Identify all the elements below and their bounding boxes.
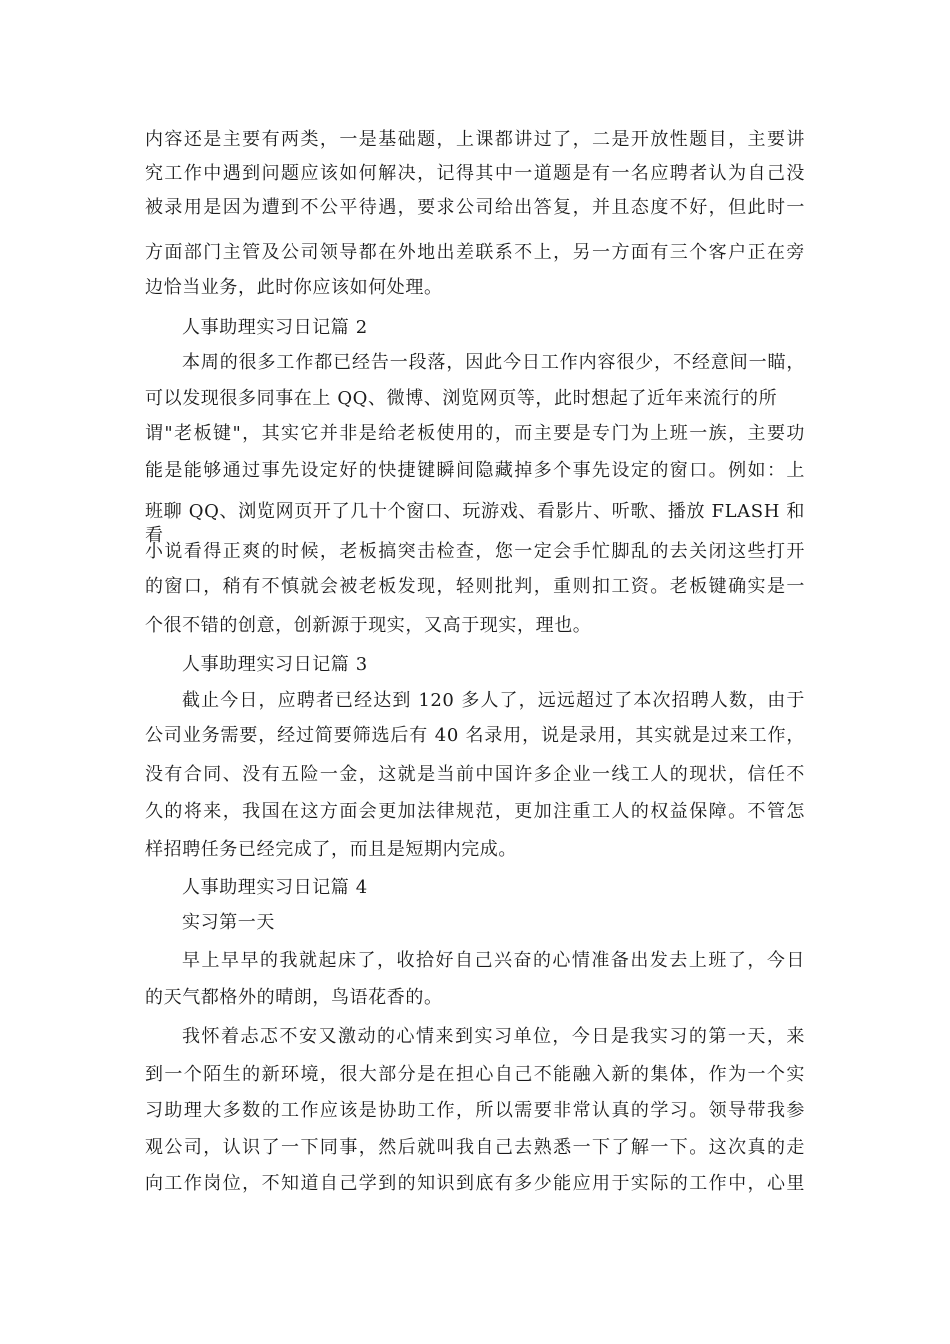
- paragraph-line: 久的将来，我国在这方面会更加法律规范，更加注重工人的权益保障。不管怎: [145, 801, 805, 822]
- section-heading: 人事助理实习日记篇 4: [182, 877, 368, 898]
- paragraph-line: 我怀着忐忑不安又激动的心情来到实习单位，今日是我实习的第一天，来: [182, 1026, 805, 1047]
- sub-heading: 实习第一天: [182, 912, 275, 933]
- paragraph-line: 可以发现很多同事在上 QQ、微博、浏览网页等，此时想起了近年来流行的所: [145, 388, 778, 409]
- paragraph-line: 谓"老板键"，其实它并非是给老板使用的，而主要是专门为上班一族，主要功: [145, 423, 805, 444]
- paragraph-line: 到一个陌生的新环境，很大部分是在担心自己不能融入新的集体，作为一个实: [145, 1064, 805, 1085]
- paragraph-line: 个很不错的创意，创新源于现实，又高于现实，理也。: [145, 615, 592, 636]
- paragraph-line: 能是能够通过事先设定好的快捷键瞬间隐藏掉多个事先设定的窗口。例如：上: [145, 460, 805, 481]
- section-heading: 人事助理实习日记篇 2: [182, 317, 368, 338]
- section-heading: 人事助理实习日记篇 3: [182, 654, 368, 675]
- paragraph-line: 的窗口，稍有不慎就会被老板发现，轻则批判，重则扣工资。老板键确实是一: [145, 576, 805, 597]
- paragraph-line: 公司业务需要，经过简要筛选后有 40 名录用，说是录用，其实就是过来工作，: [145, 725, 805, 746]
- paragraph-line: 的天气都格外的晴朗，鸟语花香的。: [145, 987, 443, 1008]
- paragraph-line: 早上早早的我就起床了，收拾好自己兴奋的心情准备出发去上班了，今日: [182, 950, 805, 971]
- paragraph-line: 方面部门主管及公司领导都在外地出差联系不上，另一方面有三个客户正在旁: [145, 242, 805, 263]
- paragraph-line: 究工作中遇到问题应该如何解决，记得其中一道题是有一名应聘者认为自己没: [145, 163, 805, 184]
- paragraph-line: 本周的很多工作都已经告一段落，因此今日工作内容很少，不经意间一瞄，: [182, 352, 805, 373]
- paragraph-line: 截止今日，应聘者已经达到 120 多人了，远远超过了本次招聘人数，由于: [182, 690, 805, 711]
- paragraph-line: 习助理大多数的工作应该是协助工作，所以需要非常认真的学习。领导带我参: [145, 1100, 805, 1121]
- paragraph-line: 被录用是因为遭到不公平待遇，要求公司给出答复，并且态度不好，但此时一: [145, 197, 805, 218]
- paragraph-line: 没有合同、没有五险一金，这就是当前中国许多企业一线工人的现状，信任不: [145, 764, 805, 785]
- paragraph-line: 样招聘任务已经完成了，而且是短期内完成。: [145, 839, 517, 860]
- paragraph-line: 观公司，认识了一下同事，然后就叫我自己去熟悉一下了解一下。这次真的走: [145, 1137, 805, 1158]
- paragraph-line: 内容还是主要有两类，一是基础题，上课都讲过了，二是开放性题目，主要讲: [145, 129, 805, 150]
- paragraph-line: 小说看得正爽的时候，老板搞突击检查，您一定会手忙脚乱的去关闭这些打开: [145, 541, 805, 562]
- paragraph-line: 边恰当业务，此时你应该如何处理。: [145, 277, 443, 298]
- paragraph-line: 班聊 QQ、浏览网页开了几十个窗口、玩游戏、看影片、听歌、播放 FLASH 和看: [145, 501, 805, 546]
- paragraph-line: 向工作岗位，不知道自己学到的知识到底有多少能应用于实际的工作中，心里: [145, 1173, 805, 1194]
